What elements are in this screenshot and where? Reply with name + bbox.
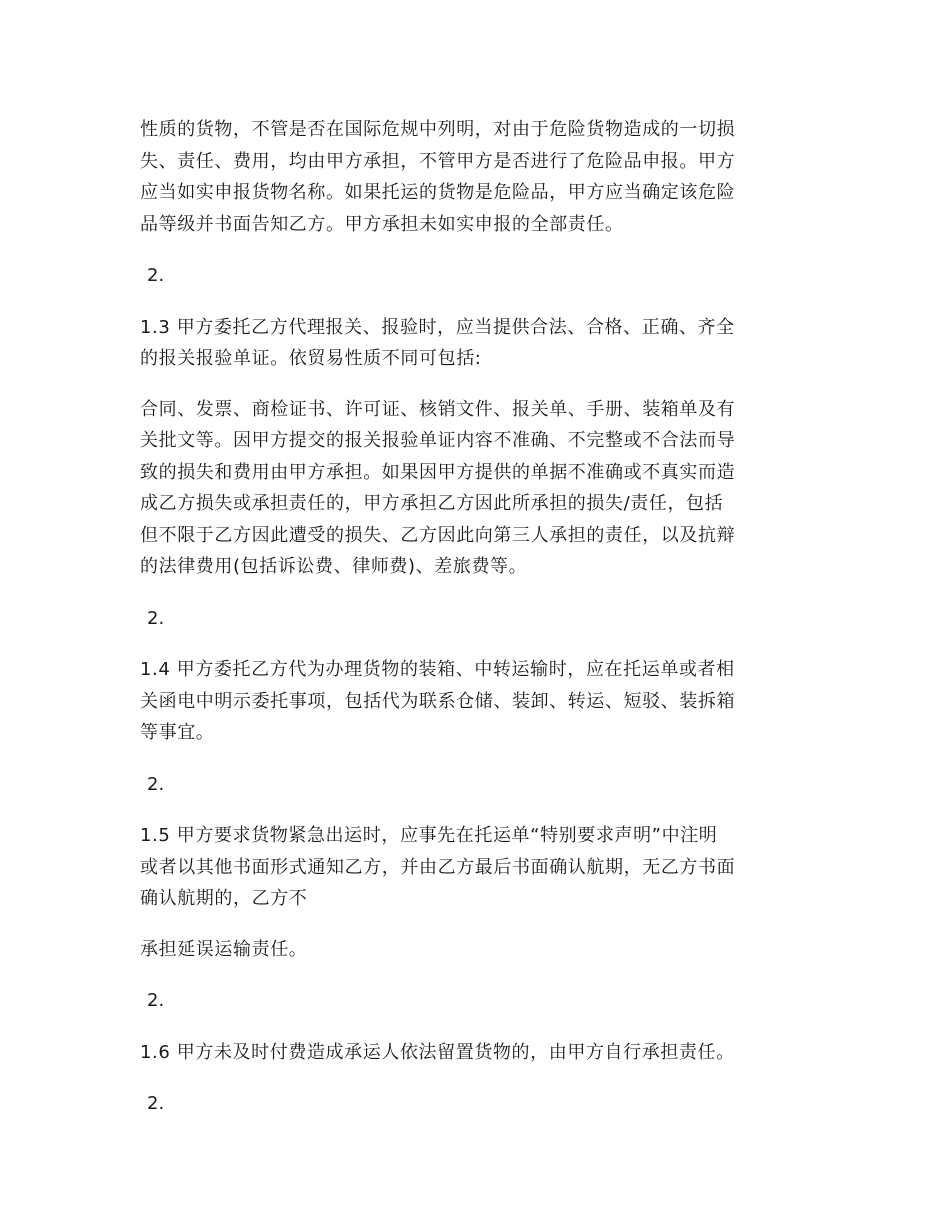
paragraph-1-3 (140, 312, 815, 375)
text-line: 的法律费用(包括诉讼费、律师费)、差旅费等。 (140, 556, 528, 577)
section-number: 2. (147, 773, 165, 795)
paragraph-documents (140, 394, 815, 583)
text-line: 等事宜。 (140, 722, 215, 743)
text-line: 的报关报验单证。依贸易性质不同可包括: (140, 348, 482, 369)
text-line: 合同、发票、商检证书、许可证、核销文件、报关单、手册、装箱单及有 (140, 398, 736, 420)
text-line: 失、责任、费用，均由甲方承担，不管甲方是否进行了危险品申报。甲方 (140, 150, 736, 172)
text-line: 关批文等。因甲方提交的报关报验单证内容不准确、不完整或不合法而导 (140, 430, 736, 451)
text-line: 承担延误运输责任。 (140, 938, 308, 960)
text-line: 关函电中明示委托事项，包括代为联系仓储、装卸、转运、短驳、装拆箱 (140, 690, 736, 712)
text-line: 1.3 甲方委托乙方代理报关、报验时，应当提供合法、合格、正确、齐全 (140, 316, 735, 338)
section-number: 2. (147, 990, 165, 1011)
text-line: 确认航期的，乙方不 (140, 888, 308, 909)
text-line: 1.6 甲方未及时付费造成承运人依法留置货物的，由甲方自行承担责任。 (140, 1041, 735, 1063)
text-line: 或者以其他书面形式通知乙方，并由乙方最后书面确认航期，无乙方书面 (140, 856, 736, 878)
text-line: 致的损失和费用由甲方承担。如果因甲方提供的单据不准确或不真实而造 (140, 461, 736, 483)
paragraph-delay-liability (140, 934, 815, 966)
paragraph-dangerous-goods (140, 114, 815, 240)
text-line: 1.5 甲方要求货物紧急出运时，应事先在托运单“特别要求声明”中注明 (140, 825, 718, 846)
text-line: 应当如实申报货物名称。如果托运的货物是危险品，甲方应当确定该危险 (140, 182, 736, 203)
section-number: 2. (147, 265, 165, 286)
document-page (140, 114, 815, 1120)
text-line: 1.4 甲方委托乙方代为办理货物的装箱、中转运输时，应在托运单或者相 (140, 659, 735, 680)
section-number: 2. (147, 1093, 165, 1114)
paragraph-1-4 (140, 654, 815, 749)
section-number: 2. (147, 607, 165, 629)
text-line: 品等级并书面告知乙方。甲方承担未如实申报的全部责任。 (140, 213, 624, 235)
paragraph-1-5 (140, 820, 815, 915)
text-line: 但不限于乙方因此遭受的损失、乙方因此向第三人承担的责任，以及抗辩 (140, 524, 736, 546)
paragraph-1-6 (140, 1037, 815, 1069)
text-line: 性质的货物，不管是否在国际危规中列明，对由于危险货物造成的一切损 (140, 119, 736, 140)
text-line: 成乙方损失或承担责任的，甲方承担乙方因此所承担的损失/责任，包括 (140, 493, 724, 514)
